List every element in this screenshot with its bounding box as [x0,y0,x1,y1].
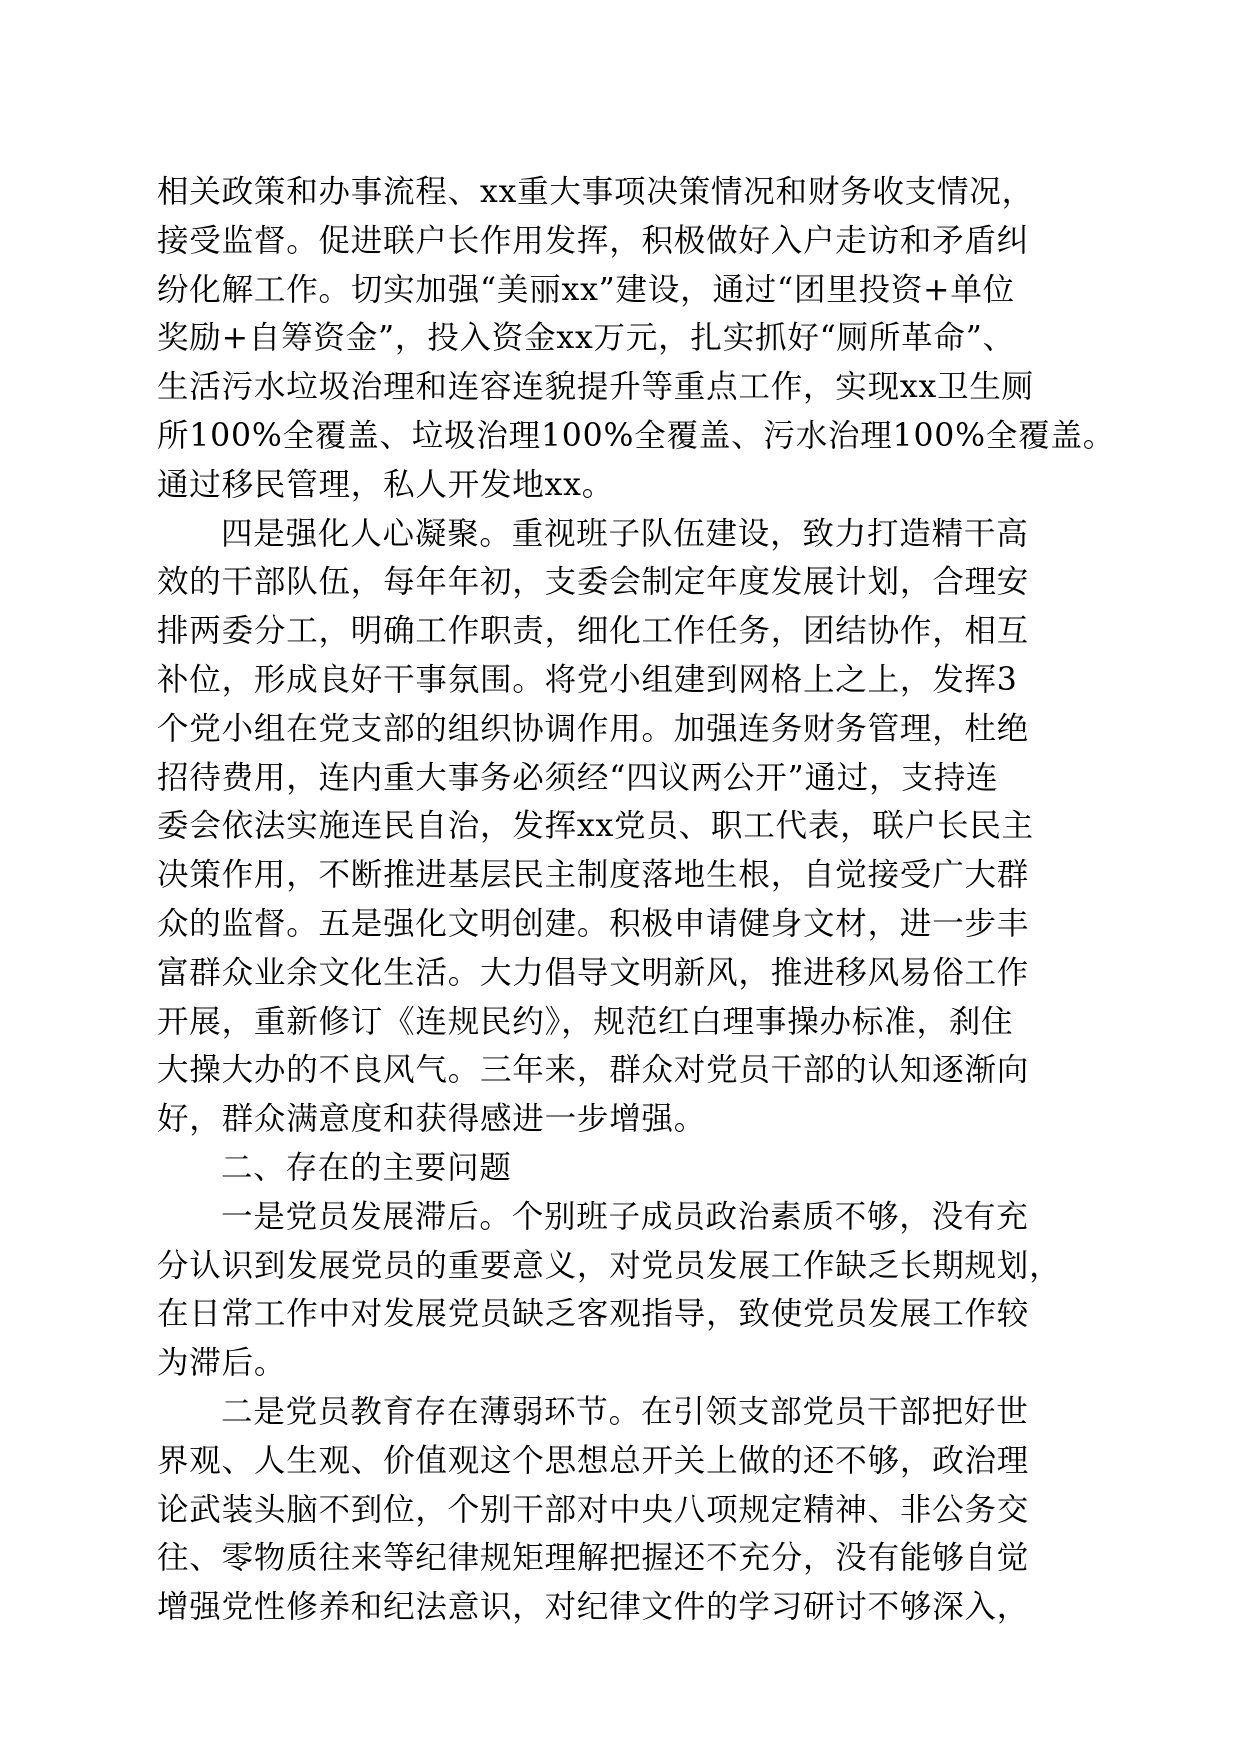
text-line: 个党小组在党支部的组织协调作用。加强连务财务管理，杜绝 [157,710,1030,747]
text-line: 往、零物质往来等纪律规矩理解把握还不充分，没有能够自觉 [157,1540,1030,1577]
paragraph-start-line: 四是强化人心凝聚。重视班子队伍建设，致力打造精干高 [221,515,1029,552]
text-line: 为滞后。 [157,1345,287,1382]
text-line: 大操大办的不良风气。三年来，群众对党员干部的认知逐渐向 [157,1052,1030,1089]
text-line: 好，群众满意度和获得感进一步增强。 [157,1101,707,1138]
text-line: 决策作用，不断推进基层民主制度落地生根，自觉接受广大群 [157,857,1030,894]
text-line: 所100%全覆盖、垃圾治理100%全覆盖、污水治理100%全覆盖。 [157,417,1116,454]
text-line: 奖励+自筹资金”，投入资金xx万元，扎实抓好“厕所革命”、 [157,320,1015,357]
paragraph-start-line: 一是党员发展滞后。个别班子成员政治素质不够，没有充 [221,1198,1029,1235]
text-line: 排两委分工，明确工作职责，细化工作任务，团结协作，相互 [157,613,1030,650]
text-line: 委会依法实施连民自治，发挥xx党员、职工代表，联户长民主 [157,808,1034,845]
text-line: 论武装头脑不到位，个别干部对中央八项规定精神、非公务交 [157,1491,1030,1528]
text-line: 相关政策和办事流程、xx重大事项决策情况和财务收支情况， [157,174,1034,210]
text-line: 富群众业余文化生活。大力倡导文明新风，推进移风易俗工作 [157,954,1030,991]
text-line: 众的监督。五是强化文明创建。积极申请健身文材，进一步丰 [157,905,1030,942]
text-line: 生活污水垃圾治理和连容连貌提升等重点工作，实现xx卫生厕 [157,369,1034,406]
text-line: 通过移民管理，私人开发地xx。 [157,466,615,503]
text-line: 增强党性修养和纪法意识，对纪律文件的学习研讨不够深入， [157,1589,1030,1626]
text-line: 接受监督。促进联户长作用发挥，积极做好入户走访和矛盾纠 [157,222,1030,259]
text-line: 在日常工作中对发展党员缺乏客观指导，致使党员发展工作较 [157,1296,1030,1333]
text-line: 招待费用，连内重大事务必须经“四议两公开”通过，支持连 [157,759,999,796]
text-line: 开展，重新修订《连规民约》，规范红白理事操办标准，刹住 [157,1003,1014,1040]
text-line: 纷化解工作。切实加强“美丽xx”建设，通过“团里投资+单位 [157,271,1015,308]
text-line: 界观、人生观、价值观这个思想总开关上做的还不够，政治理 [157,1442,1030,1479]
document-body [157,168,1116,1632]
section-heading: 二、存在的主要问题 [221,1149,512,1186]
paragraph-start-line: 二是党员教育存在薄弱环节。在引领支部党员干部把好世 [221,1393,1029,1430]
text-line: 效的干部队伍，每年年初，支委会制定年度发展计划，合理安 [157,564,1030,601]
text-line: 分认识到发展党员的重要意义，对党员发展工作缺乏长期规划， [157,1247,1062,1284]
text-line: 补位，形成良好干事氛围。将党小组建到网格上之上，发挥3 [157,661,1018,698]
